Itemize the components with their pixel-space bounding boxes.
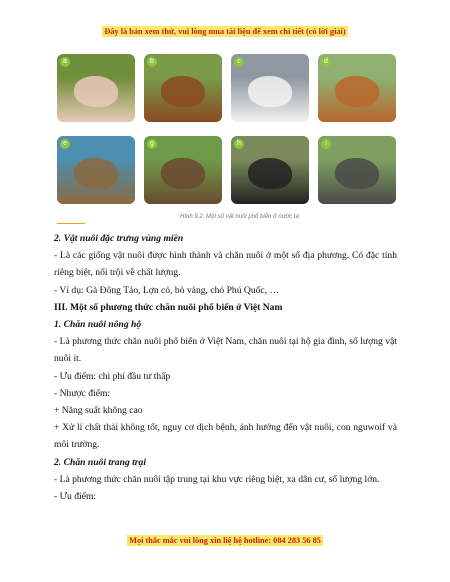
photo-label-badge: d [321, 57, 331, 67]
section-heading: III. Một số phương thức chăn nuôi phổ biến ở Việt Nam [54, 301, 283, 313]
paragraph: - Ví dụ: Gà Đông Tảo, Lợn cỏ, bò vàng, chó Phú Quốc, … [54, 284, 280, 296]
animal-silhouette [248, 76, 292, 107]
animal-silhouette [248, 158, 292, 189]
photo-label-badge: a [60, 57, 70, 67]
animal-photo-e [57, 136, 135, 204]
preview-banner [0, 27, 450, 36]
divider [57, 223, 85, 224]
photo-label-badge: c [234, 57, 244, 67]
animal-photo-c [231, 54, 309, 122]
animal-photo-d [318, 54, 396, 122]
animal-silhouette [335, 158, 379, 189]
paragraph: - Là các giống vật nuôi được hình thành và chăn nuôi ở một số địa phương. Có đặc tính riêng biệt, nổi trội về chất lượng. [54, 250, 397, 279]
paragraph: + Xử lí chất thải không tốt, nguy cơ dịch bệnh, ảnh hưởng đến vật nuôi, con nguwoif và môi trường. [54, 422, 397, 451]
photo-label-badge: b [147, 57, 157, 67]
animal-photo-g [144, 136, 222, 204]
hotline-banner-text: Mọi thắc mắc vui lòng xin liệ hệ hotline: 084 283 56 85 [129, 536, 321, 545]
subsection-heading: 2. Chăn nuôi trang trại [54, 456, 146, 468]
animal-silhouette [335, 76, 379, 107]
subsection-heading: 1. Chăn nuôi nông hộ [54, 319, 142, 331]
animal-photo-b [144, 54, 222, 122]
preview-banner-text: Đây là bản xem thử, vui lòng mua tài liệu để xem chi tiết (có lời giải) [104, 27, 346, 36]
photo-label-badge: g [147, 139, 157, 149]
document-body [54, 230, 397, 505]
animal-silhouette [74, 158, 118, 189]
animal-photo-a [57, 54, 135, 122]
animal-silhouette [161, 76, 205, 107]
paragraph: - Là phương thức chăn nuôi tập trung tại khu vực riêng biệt, xa dân cư, số lượng lớn. [54, 473, 380, 485]
section-heading: 2. Vật nuôi đặc trưng vùng miền [54, 233, 184, 244]
animal-silhouette [161, 158, 205, 189]
animal-silhouette [74, 76, 118, 107]
paragraph: + Năng suất không cao [54, 405, 143, 417]
photo-label-badge: e [60, 139, 70, 149]
paragraph: - Nhược điểm: [54, 387, 111, 399]
figure-caption: Hình 9.2. Một số vật nuôi phổ biến ở nước ta [180, 214, 299, 220]
paragraph: - Là phương thức chăn nuôi phổ biến ở Việt Nam, chăn nuôi tại hộ gia đình, số lượng vật nuôi ít. [54, 336, 397, 365]
photo-label-badge: i [321, 139, 331, 149]
animal-photo-grid [57, 54, 397, 204]
animal-photo-h [231, 136, 309, 204]
paragraph: - Ưu điểm: [54, 491, 97, 503]
animal-photo-i [318, 136, 396, 204]
paragraph: - Ưu điểm: chi phí đầu tư thấp [54, 370, 171, 382]
photo-label-badge: h [234, 139, 244, 149]
hotline-banner [0, 536, 450, 545]
